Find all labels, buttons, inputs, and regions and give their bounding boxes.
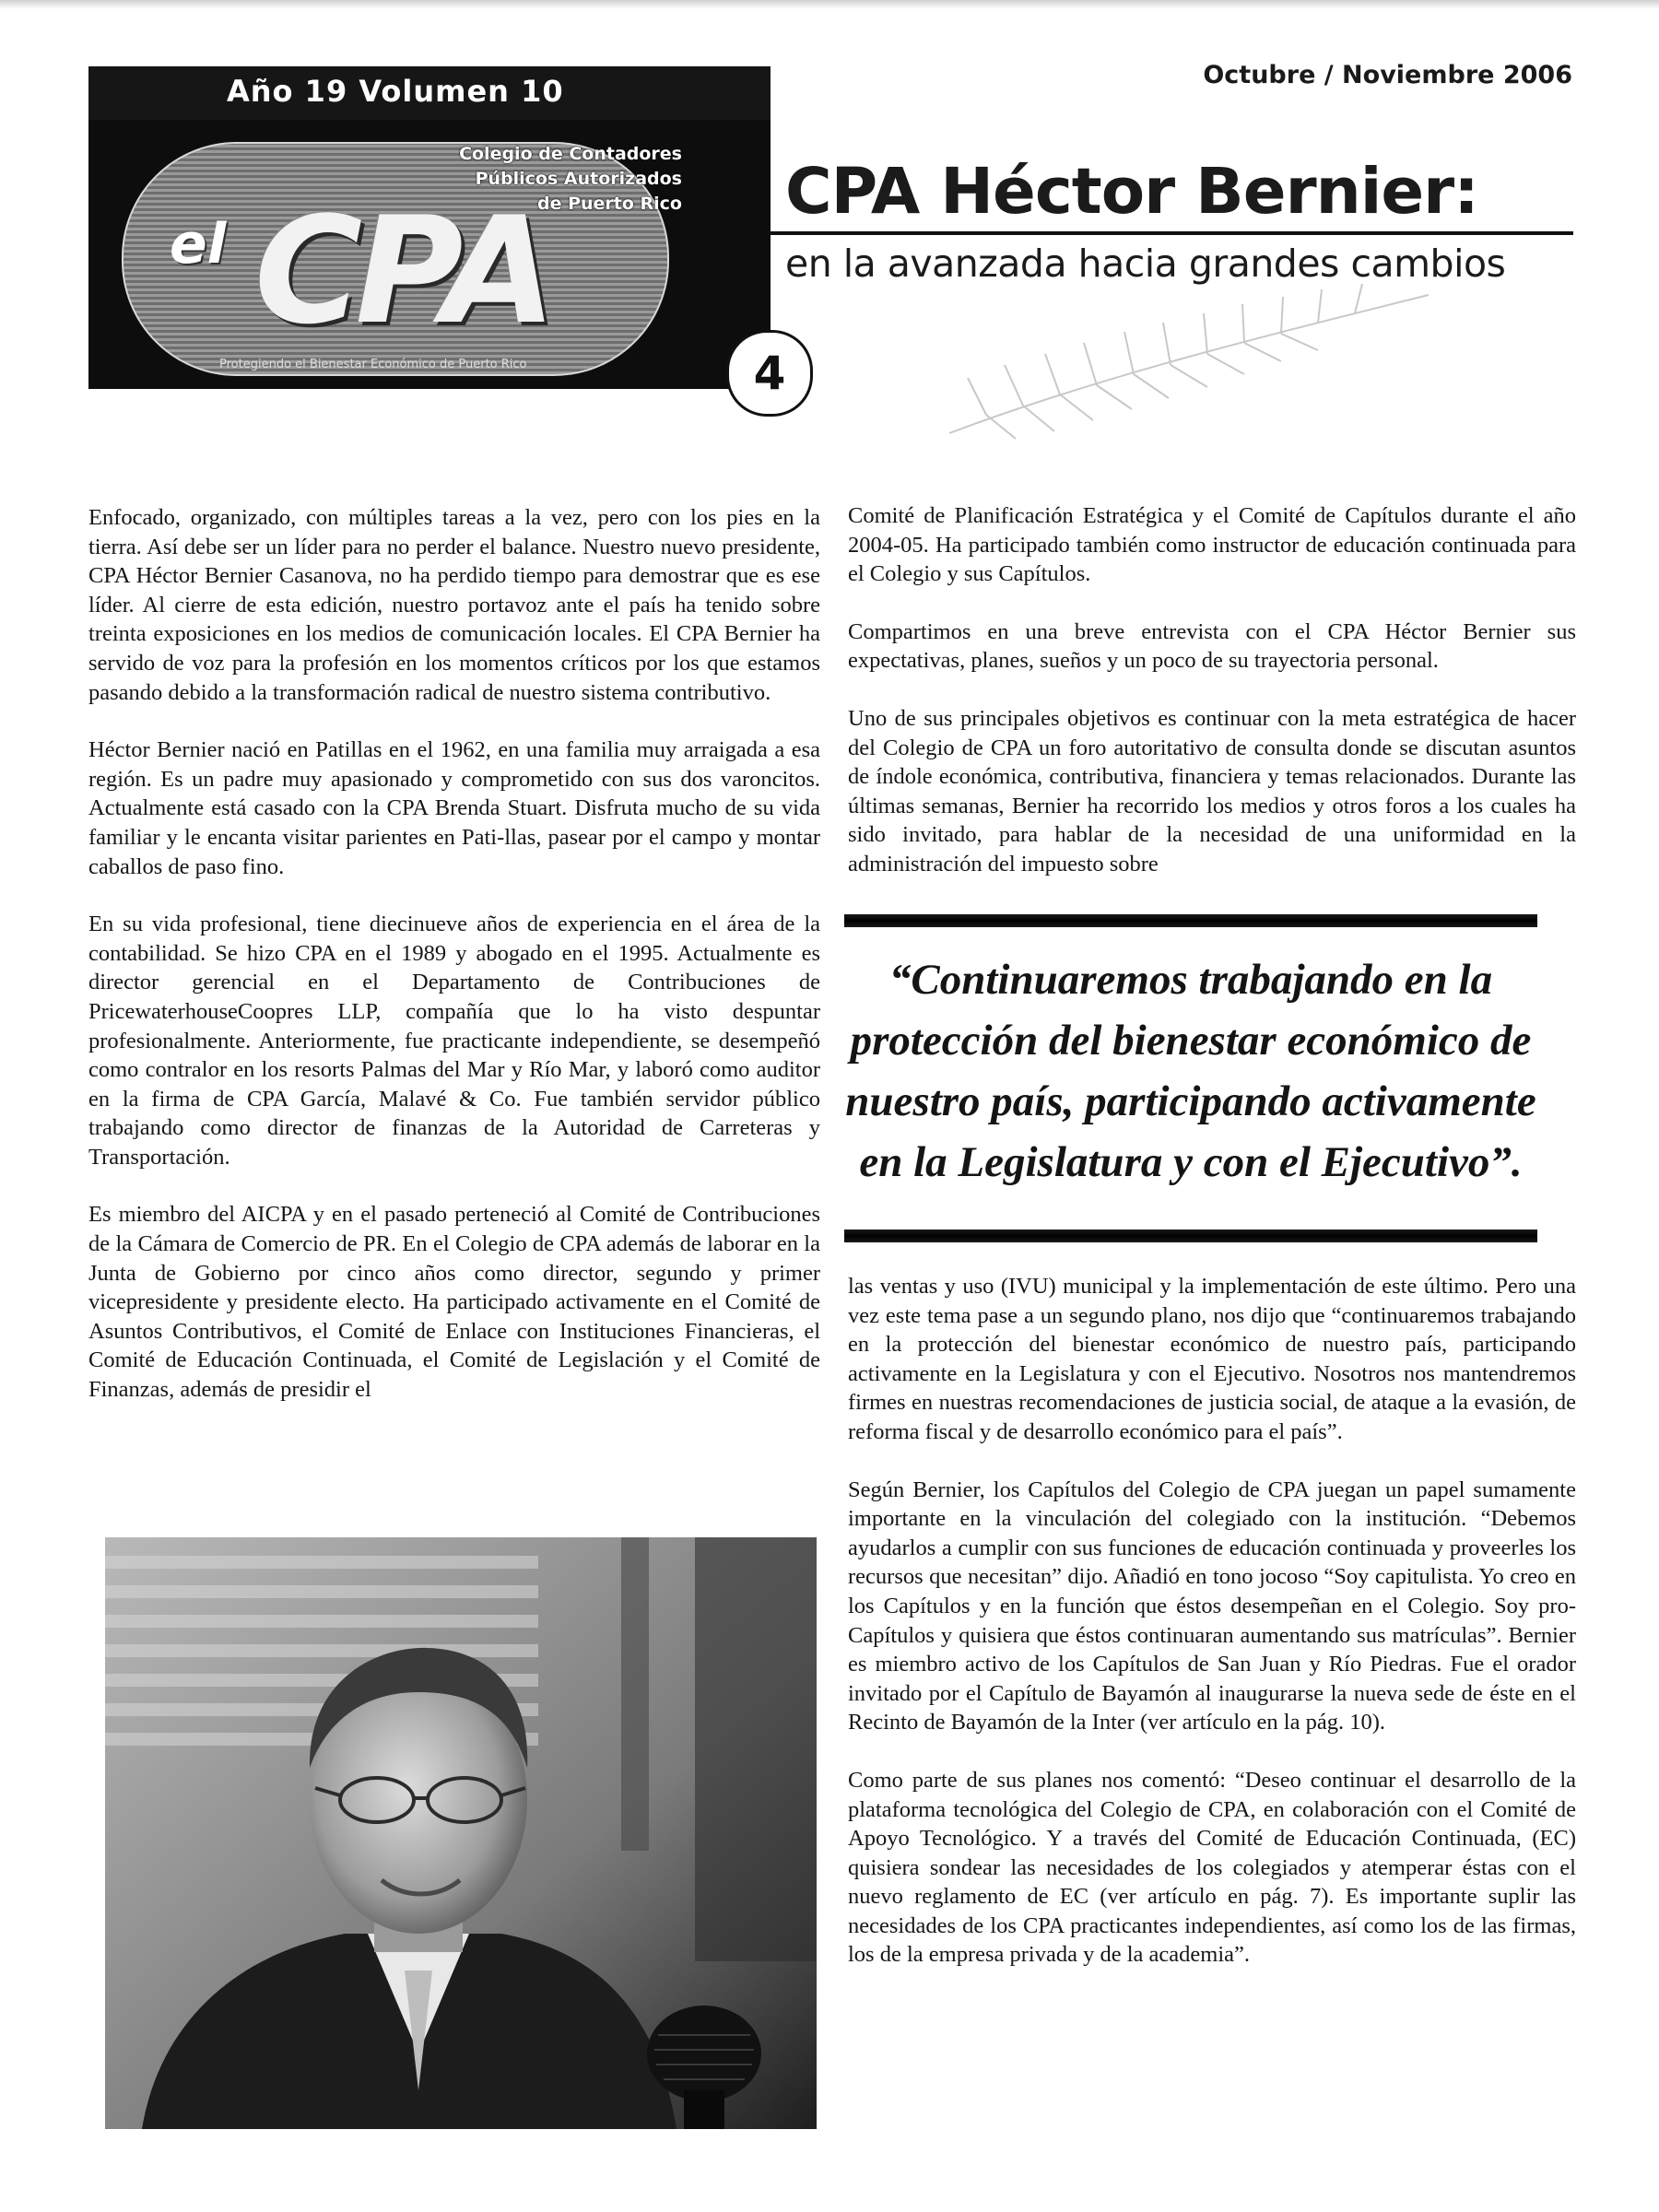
feather-decoration	[931, 276, 1447, 442]
org-line-3: de Puerto Rico	[536, 194, 682, 214]
left-column	[88, 503, 820, 1405]
headline-rule	[768, 231, 1573, 235]
org-line-2: Públicos Autorizados	[475, 169, 682, 189]
scan-edge	[0, 0, 1659, 9]
right-paragraph-1: Comité de Planificación Estratégica y el Comité de Capítulos durante el año 2004-05. Ha participado también como instructor de educación continuada para el Colegio y sus Capítulos.	[848, 503, 1576, 587]
logo-article: el	[170, 212, 227, 276]
article-subheadline: en la avanzada hacia grandes cambios	[785, 241, 1506, 286]
publication-date: Octubre / Noviembre 2006	[1203, 61, 1572, 89]
left-paragraph-2: Héctor Bernier nació en Patillas en el 1962, en una familia muy arraigada a esa región. Es un padre muy apasionado y comprometido con sus dos varoncitos. Actualmente está casado con la CPA Brenda Stuart. Disfruta mucho de su vida familiar y le encanta visitar parientes en Pati-llas, pasear por el campo y montar caballos de paso fino.	[88, 737, 820, 879]
right-paragraph-6: Como parte de sus planes nos comentó: “Deseo continuar el desarrollo de la plataforma tecnológica del Colegio de CPA, en colaboración con el Comité de Apoyo Tecnológico. Y a través del Comité de Educación Continuada, (EC) quisiera sondear las necesidades de los colegiados y atemperar éstas con el nuevo reglamento de EC (ver artículo en pág. 7). Es importante suplir las necesidades de los CPA practicantes independientes, así como los de las firmas, los de la empresa privada y de la academia”.	[848, 1767, 1576, 1968]
right-paragraph-2: Compartimos en una breve entrevista con el CPA Héctor Bernier sus expectativas, planes, sueños y un poco de su trayectoria personal.	[848, 618, 1576, 674]
pull-quote-bottom-rule	[844, 1230, 1537, 1242]
pull-quote: “Continuaremos trabajando en la protección del bienestar económico de nuestro país, participando activamente en la Legislatura y con el Ejecutivo”.	[845, 956, 1536, 1186]
right-paragraph-3: Uno de sus principales objetivos es continuar con la meta estratégica de hacer del Colegio de CPA un foro autoritativo de consulta donde se discutan asuntos de índole económica, contributiva, financiera y temas relacionados. Durante las últimas semanas, Bernier ha recorrido los medios y otros foros a los cuales ha sido invitado, para hablar de la necesidad de una uniformidad en la administración del impuesto sobre	[848, 705, 1576, 877]
article-headline: CPA Héctor Bernier:	[785, 155, 1478, 229]
masthead	[88, 66, 786, 400]
right-column-top	[848, 501, 1576, 879]
masthead-tagline: Protegiendo el Bienestar Económico de Puerto Rico	[219, 358, 527, 371]
year-volume: Año 19 Volumen 10	[227, 74, 564, 109]
logo-cpa: CPA	[254, 184, 549, 357]
masthead-top-bar	[88, 66, 771, 120]
left-paragraph-3: En su vida profesional, tiene diecinueve años de experiencia en el área de la contabilidad. Se hizo CPA en el 1989 y abogado en el 1995. Actualmente es director gerencial en el Departamento de Contribuciones de PricewaterhouseCoopres LLP, compañía que lo ha visto despuntar profesionalmente. Anteriormente, fue practicante independiente, se desempeñó como contralor en los resorts Palmas del Mar y Río Mar, y laboró como auditor en la firma de CPA García, Malavé & Co. Fue también servidor público trabajando como director de finanzas de la Autoridad de Carreteras y Transportación.	[88, 912, 820, 1170]
right-paragraph-5: Según Bernier, los Capítulos del Colegio de CPA juegan un papel sumamente importante en la vinculación del colegiado con la institución. “Debemos ayudarlos a cumplir con sus funciones de educación continuada y proveerles los recursos que necesitan” dijo. Añadió en tono jocoso “Soy capitulista. Yo creo en los Capítulos y en la función que éstos desempeñan en el Colegio. Soy pro-Capítulos y quisiera que éstos continuaran aumentando sus matrículas”. Bernier es miembro activo de los Capítulos de San Juan y Río Piedras. Fue el orador invitado por el Capítulo de Bayamón al inaugurarse la nueva sede de éste en el Recinto de Bayamón de la Inter (ver artículo en la pág. 10).	[848, 1477, 1576, 1735]
portrait-photo	[105, 1537, 817, 2129]
pull-quote-top-rule	[844, 914, 1537, 927]
left-paragraph-1: Enfocado, organizado, con múltiples tareas a la vez, pero con los pies en la tierra. Así debe ser un líder para no perder el balance. Nuestro nuevo presidente, CPA Héctor Bernier Casanova, no ha perdido tiempo para demostrar que es ese líder. Al cierre de esta edición, nuestro portavoz ante el país ha tenido sobre treinta exposiciones en los medios de comunicación locales. El CPA Bernier ha servido de voz para la profesión en los momentos críticos por los que estamos pasando debido a la transformación radical de nuestro sistema contributivo.	[88, 505, 820, 705]
org-line-1: Colegio de Contadores	[459, 144, 682, 164]
portrait-photo-icon	[105, 1537, 817, 2129]
right-paragraph-4: las ventas y uso (IVU) municipal y la implementación de este último. Pero una vez este tema pase a un segundo plano, nos dijo que “continuaremos trabajando en la protección del bienestar económico de nuestro país, participando activamente en la Legislatura y con el Ejecutivo. Nosotros nos mantendremos firmes en nuestras recomendaciones de justicia social, de ataque a la evasión, de reforma fiscal y de desarrollo económico para el país”.	[848, 1274, 1576, 1444]
left-paragraph-4: Es miembro del AICPA y en el pasado perteneció al Comité de Contribuciones de la Cámara de Comercio de PR. En el Colegio de CPA además de laborar en la Junta de Gobierno por cinco años como director, segundo y primer vicepresidente y presidente electo. Ha participado activamente en el Comité de Asuntos Contributivos, el Comité de Enlace con Instituciones Financieras, el Comité de Educación Continuada, el Comité de Legislación y el Comité de Finanzas, además de presidir el	[88, 1202, 820, 1403]
page-number-badge: 4	[726, 330, 813, 417]
right-column-bottom	[848, 1272, 1576, 1970]
